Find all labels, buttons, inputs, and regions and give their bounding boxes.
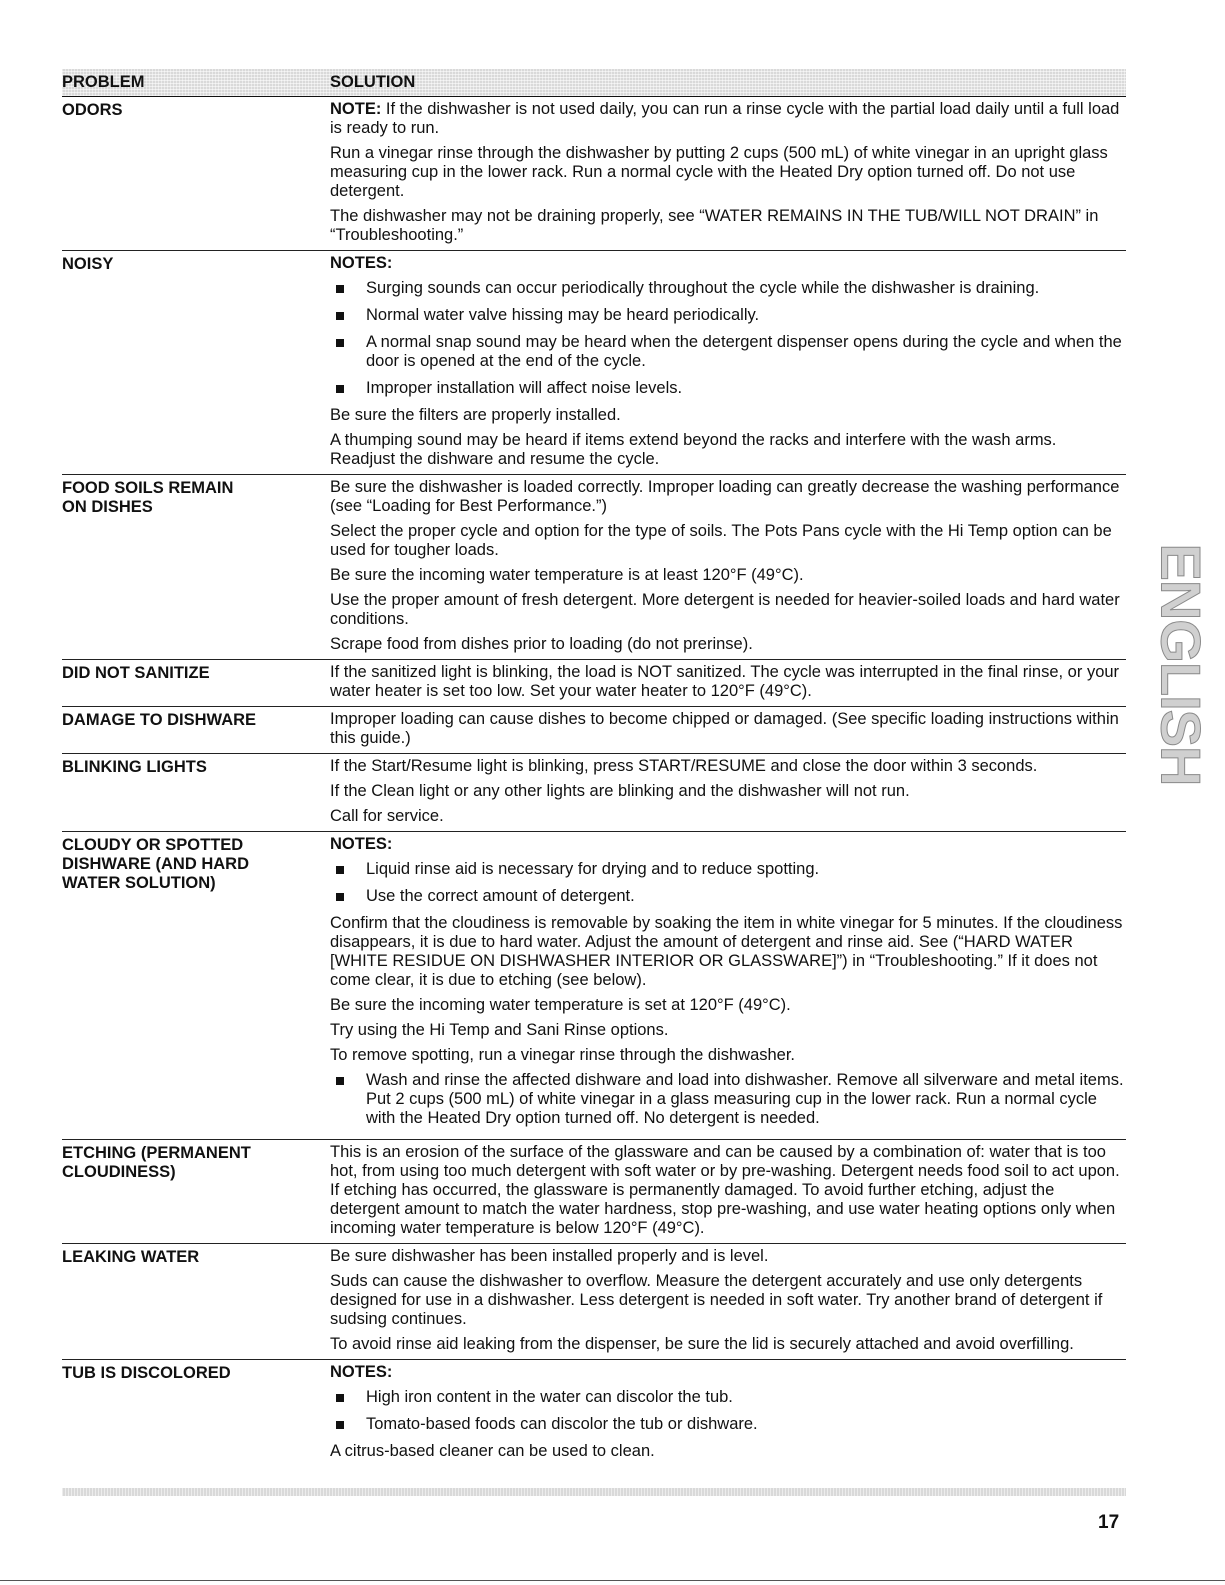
solution-paragraph: Be sure the dishwasher is loaded correctly. Improper loading can greatly decrease the washing performance (see “Loading for Best Performance.”) (330, 478, 1120, 515)
bullet-item (330, 379, 1126, 398)
solution-paragraph: Use the proper amount of fresh detergent. More detergent is needed for heavier-soiled loads and hard water conditions. (330, 591, 1120, 628)
solution-cell (330, 663, 1126, 703)
bullet-text: Normal water valve hissing may be heard periodically. (366, 306, 760, 324)
bullet-text: Improper installation will affect noise levels. (366, 379, 683, 397)
solution-paragraph: Be sure the incoming water temperature is set at 120°F (49°C). (330, 996, 791, 1014)
bullet-text: Surging sounds can occur periodically throughout the cycle while the dishwasher is draining. (366, 279, 1040, 297)
notes-heading: NOTES: (330, 1363, 393, 1381)
problem-cell: FOOD SOILS REMAIN ON DISHES (62, 479, 234, 516)
bullet-item (330, 1388, 1126, 1407)
bullet-item (330, 1071, 1126, 1128)
bullet-item (330, 1415, 1126, 1434)
solution-paragraph: Be sure the filters are properly installed. (330, 406, 621, 424)
language-tab-label: ENGLISH (1149, 543, 1213, 786)
square-bullet-icon (336, 1077, 344, 1085)
bullet-text: Use the correct amount of detergent. (366, 887, 635, 905)
solution-paragraph: Be sure dishwasher has been installed properly and is level. (330, 1247, 769, 1265)
note-paragraph (330, 100, 1126, 138)
solution-paragraph: This is an erosion of the surface of the glassware and can be caused by a combination of: water that is too hot, from using too much detergent with soft water or by pre-washing. Detergent needs food soil to act upon. If etching has occurred, the glassware is permanently damaged. To avoid further etching, adjust the detergent amount to match the water hardness, stop pre-washing, and use water heating options only when incoming water temperature is below 120°F (49°C). (330, 1143, 1120, 1237)
table-row (62, 1360, 1126, 1466)
problem-cell: ETCHING (PERMANENT CLOUDINESS) (62, 1144, 251, 1181)
solution-paragraph: Run a vinegar rinse through the dishwasher by putting 2 cups (500 mL) of white vinegar in an upright glass measuring cup in the lower rack. Run a normal cycle with the Heated Dry option turned off. Do not use detergent. (330, 144, 1108, 200)
table-row (62, 475, 1126, 660)
solution-paragraph: Improper loading can cause dishes to become chipped or damaged. (See specific loading instructions within this guide.) (330, 710, 1119, 747)
bullet-item (330, 333, 1126, 371)
solution-paragraph: A thumping sound may be heard if items extend beyond the racks and interfere with the wash arms. Readjust the dishware and resume the cycle. (330, 431, 1057, 468)
square-bullet-icon (336, 1421, 344, 1429)
notes-heading: NOTES: (330, 835, 393, 853)
solution-paragraph: Confirm that the cloudiness is removable by soaking the item in white vinegar for 5 minutes. If the cloudiness disappears, it is due to hard water. Adjust the amount of detergent and rinse aid. See (“HARD WATER [WHITE RESIDUE ON DISHWASHER INTERIOR OR GLASSWARE]”) in “Troubleshooting.” If it does not come clear, it is due to etching (see below). (330, 914, 1123, 989)
bullet-text: A normal snap sound may be heard when the detergent dispenser opens during the cycle and when the door is opened at the end of the cycle. (366, 333, 1122, 370)
solution-paragraph: Be sure the incoming water temperature is at least 120°F (49°C). (330, 566, 804, 584)
problem-cell: ODORS (62, 101, 123, 119)
page-number: 17 (1098, 1512, 1120, 1533)
bottom-band (62, 1488, 1126, 1496)
note-label: NOTE: (330, 100, 382, 118)
bullet-text: High iron content in the water can discolor the tub. (366, 1388, 733, 1406)
solution-paragraph: If the sanitized light is blinking, the load is NOT sanitized. The cycle was interrupted in the final rinse, or your water heater is set too low. Set your water heater to 120°F (49°C). (330, 663, 1120, 700)
table-header (62, 69, 1126, 97)
table-row (62, 707, 1126, 754)
problem-cell: DID NOT SANITIZE (62, 664, 210, 682)
solution-cell (330, 100, 1126, 247)
problem-cell: DAMAGE TO DISHWARE (62, 711, 257, 729)
bullet-item (330, 860, 1126, 879)
solution-paragraph: Call for service. (330, 807, 444, 825)
table-row (62, 1244, 1126, 1360)
solution-paragraph: Suds can cause the dishwasher to overflow. Measure the detergent accurately and use only detergents designed for use in a dishwasher. Less detergent is needed in soft water. Try another brand of detergent if sudsing continues. (330, 1272, 1103, 1328)
solution-cell (330, 1143, 1126, 1240)
table-row (62, 1140, 1126, 1244)
square-bullet-icon (336, 312, 344, 320)
solution-paragraph: If the Start/Resume light is blinking, press START/RESUME and close the door within 3 seconds. (330, 757, 1038, 775)
table-row (62, 832, 1126, 1140)
bullet-text: Wash and rinse the affected dishware and load into dishwasher. Remove all silverware and metal items. Put 2 cups (500 mL) of white vinegar in a glass measuring cup in the lower rack. Run a normal cycle with the Heated Dry option turned off. No detergent is needed. (366, 1071, 1124, 1127)
square-bullet-icon (336, 1394, 344, 1402)
table-row (62, 251, 1126, 475)
bullet-item (330, 306, 1126, 325)
square-bullet-icon (336, 866, 344, 874)
solution-paragraph: Scrape food from dishes prior to loading (do not prerinse). (330, 635, 753, 653)
header-solution: SOLUTION (330, 73, 416, 91)
language-tab (1149, 543, 1213, 786)
problem-cell: LEAKING WATER (62, 1248, 200, 1266)
solution-cell (330, 1363, 1126, 1463)
square-bullet-icon (336, 285, 344, 293)
solution-cell (330, 254, 1126, 471)
table-row (62, 97, 1126, 251)
solution-paragraph: To avoid rinse aid leaking from the dispenser, be sure the lid is securely attached and avoid overfilling. (330, 1335, 1074, 1353)
solution-cell (330, 835, 1126, 1136)
solution-paragraph: Select the proper cycle and option for the type of soils. The Pots Pans cycle with the Hi Temp option can be used for tougher loads. (330, 522, 1112, 559)
bullet-text: Liquid rinse aid is necessary for drying and to reduce spotting. (366, 860, 820, 878)
solution-paragraph: To remove spotting, run a vinegar rinse through the dishwasher. (330, 1046, 796, 1064)
note-text: If the dishwasher is not used daily, you can run a rinse cycle with the partial load daily until a full load is ready to run. (330, 100, 1120, 137)
solution-cell (330, 710, 1126, 750)
square-bullet-icon (336, 339, 344, 347)
problem-cell: TUB IS DISCOLORED (62, 1364, 231, 1382)
square-bullet-icon (336, 893, 344, 901)
bullet-item (330, 279, 1126, 298)
square-bullet-icon (336, 385, 344, 393)
problem-cell: CLOUDY OR SPOTTED DISHWARE (AND HARD WATER SOLUTION) (62, 836, 249, 892)
solution-paragraph: The dishwasher may not be draining properly, see “WATER REMAINS IN THE TUB/WILL NOT DRAIN” in “Troubleshooting.” (330, 207, 1099, 244)
troubleshooting-table (62, 69, 1126, 1466)
solution-paragraph: A citrus-based cleaner can be used to clean. (330, 1442, 655, 1460)
solution-cell (330, 478, 1126, 656)
table-row (62, 754, 1126, 832)
table-body (62, 97, 1126, 1466)
problem-cell: NOISY (62, 255, 114, 273)
solution-paragraph: If the Clean light or any other lights are blinking and the dishwasher will not run. (330, 782, 910, 800)
table-row (62, 660, 1126, 707)
notes-heading: NOTES: (330, 254, 393, 272)
solution-cell (330, 757, 1126, 828)
solution-cell (330, 1247, 1126, 1356)
solution-paragraph: Try using the Hi Temp and Sani Rinse options. (330, 1021, 669, 1039)
page-edge-rule (0, 1580, 1225, 1581)
bullet-item (330, 887, 1126, 906)
header-problem: PROBLEM (62, 73, 145, 91)
problem-cell: BLINKING LIGHTS (62, 758, 207, 776)
bullet-text: Tomato-based foods can discolor the tub or dishware. (366, 1415, 758, 1433)
